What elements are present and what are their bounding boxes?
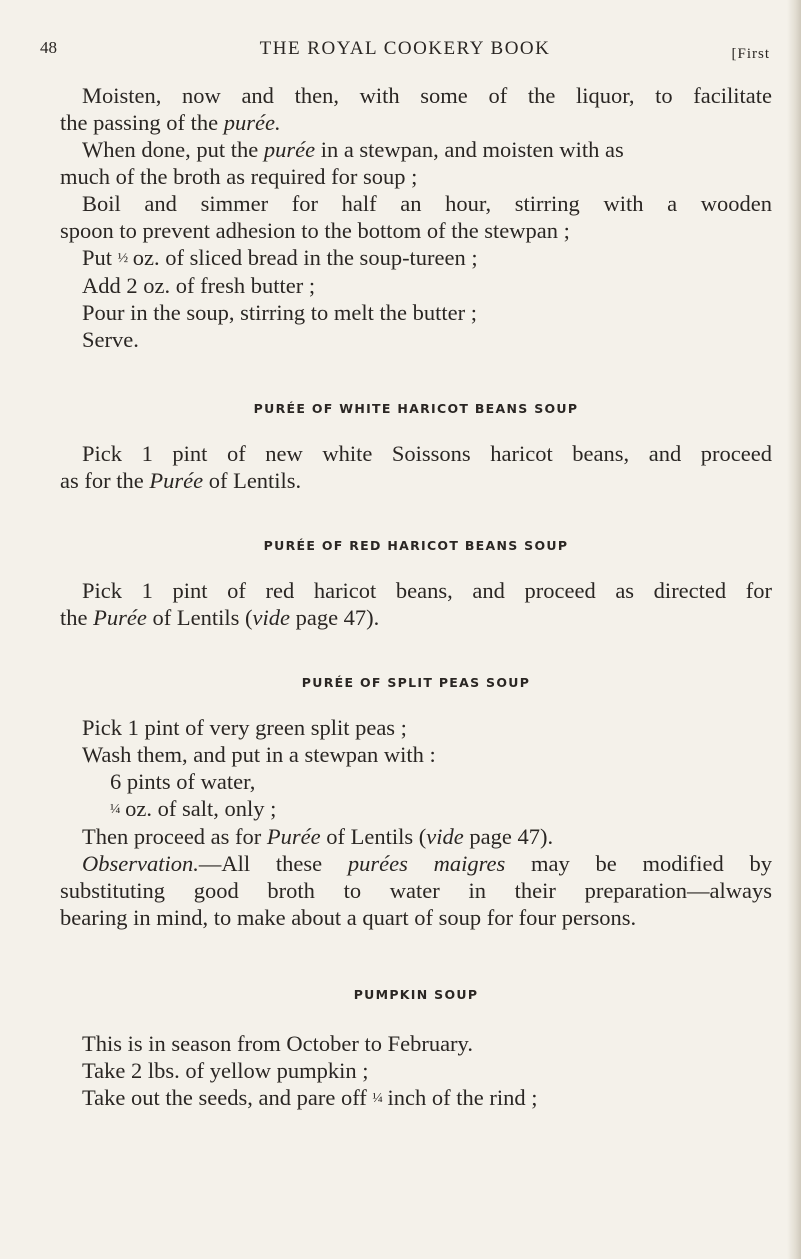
section-heading: PURÉE OF WHITE HARICOT BEANS SOUP: [253, 401, 579, 416]
text-line: Pick 1 pint of very green split peas ;: [82, 715, 407, 740]
text-line: the passing of the purée.: [60, 110, 281, 135]
text-line: Then proceed as for Purée of Lentils (vide page 47).: [82, 824, 554, 849]
page-edge-shadow: [787, 0, 801, 1259]
section-heading: PUMPKIN SOUP: [353, 987, 479, 1002]
text-line: as for the Purée of Lentils.: [60, 468, 302, 493]
page-header: [40, 38, 770, 68]
text-line: Put ½ oz. of sliced bread in the soup-tureen ;: [82, 245, 478, 270]
text-line: Observation.—All these purées maigres may be modified by: [82, 851, 772, 876]
text-line: Take 2 lbs. of yellow pumpkin ;: [82, 1058, 369, 1083]
page-number: 48: [40, 38, 57, 57]
text-line: Serve.: [82, 327, 139, 352]
section-heading: PURÉE OF SPLIT PEAS SOUP: [301, 675, 531, 690]
text-line: Wash them, and put in a stewpan with :: [82, 742, 436, 767]
text-line: the Purée of Lentils (vide page 47).: [60, 605, 380, 630]
text-line: Pick 1 pint of new white Soissons haricot beans, and proceed: [82, 441, 772, 466]
text-line: 6 pints of water,: [110, 769, 256, 794]
text-line: Pour in the soup, stirring to melt the butter ;: [82, 300, 477, 325]
text-line: substituting good broth to water in their preparation—always: [60, 878, 772, 903]
text-line: much of the broth as required for soup ;: [60, 164, 418, 189]
text-line: Pick 1 pint of red haricot beans, and proceed as directed for: [82, 578, 772, 603]
text-line: When done, put the purée in a stewpan, and moisten with as: [82, 137, 624, 162]
section-heading: PURÉE OF RED HARICOT BEANS SOUP: [263, 538, 569, 553]
text-line: This is in season from October to February.: [82, 1031, 473, 1056]
section-mark: [First: [731, 46, 770, 62]
text-line: Add 2 oz. of fresh butter ;: [82, 273, 316, 298]
text-line: ¼ oz. of salt, only ;: [110, 796, 277, 821]
running-title: THE ROYAL COOKERY BOOK: [259, 38, 551, 59]
text-line: bearing in mind, to make about a quart of soup for four persons.: [60, 905, 637, 930]
page-body: [60, 82, 772, 1112]
text-line: spoon to prevent adhesion to the bottom of the stewpan ;: [60, 218, 570, 243]
text-line: Moisten, now and then, with some of the liquor, to facilitate: [82, 83, 772, 108]
text-line: Take out the seeds, and pare off ¼ inch of the rind ;: [82, 1085, 538, 1110]
text-line: Boil and simmer for half an hour, stirring with a wooden: [82, 191, 772, 216]
